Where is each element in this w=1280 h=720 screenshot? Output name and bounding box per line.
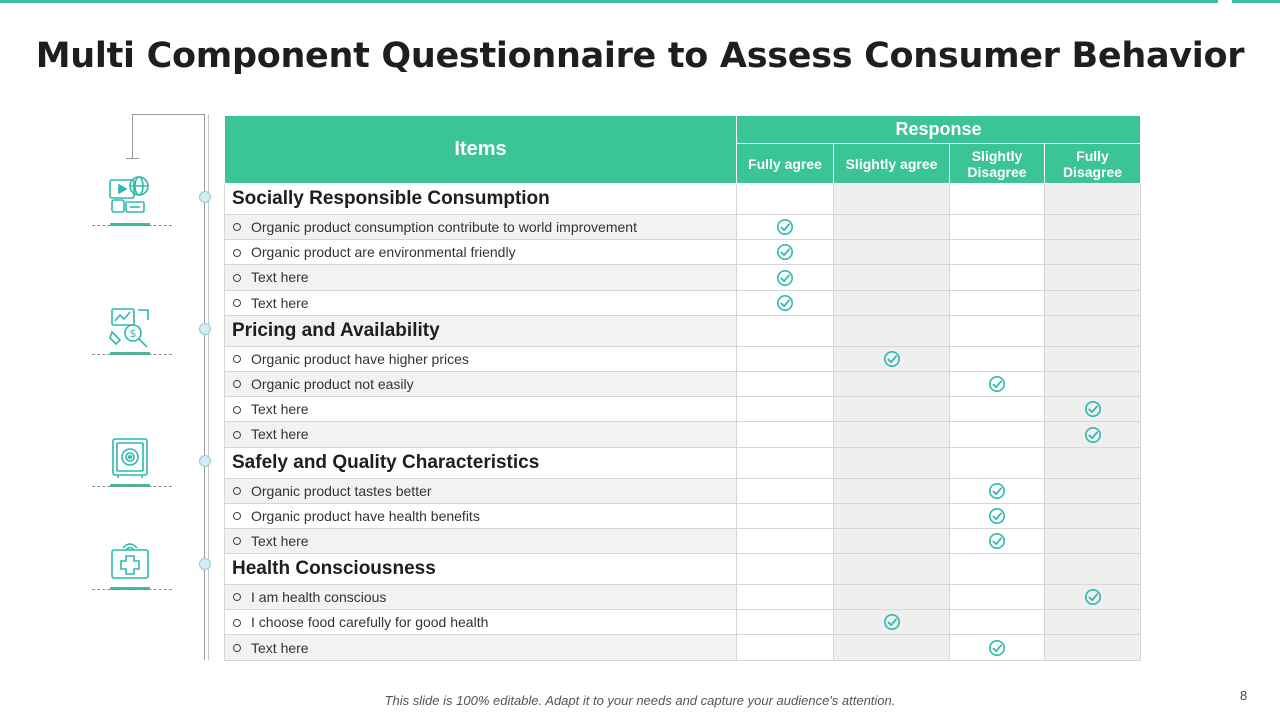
response-cell-fully-agree[interactable]: [737, 635, 834, 660]
response-cell-slightly-agree[interactable]: [834, 240, 950, 265]
timeline-dot: [199, 558, 211, 570]
check-circle-icon: [776, 269, 794, 287]
bullet-icon: [233, 512, 241, 520]
response-cell-slightly-agree[interactable]: [834, 528, 950, 553]
bullet-icon: [233, 380, 241, 388]
response-cell-fully-disagree[interactable]: [1045, 397, 1141, 422]
questionnaire-body: [225, 184, 1141, 661]
item-cell: [225, 215, 737, 240]
item-label: Text here: [251, 269, 309, 286]
page-number: 8: [1240, 688, 1248, 703]
response-cell: [1045, 315, 1141, 346]
response-cell-slightly-disagree[interactable]: [950, 290, 1045, 315]
timeline-hook: [132, 114, 204, 115]
check-circle-icon: [988, 532, 1006, 550]
table-row: [225, 397, 1141, 422]
response-cell: [950, 447, 1045, 478]
item-cell: [225, 635, 737, 660]
check-circle-icon: [988, 482, 1006, 500]
response-cell-fully-disagree[interactable]: [1045, 528, 1141, 553]
item-label: Organic product tastes better: [251, 482, 432, 499]
response-cell: [834, 554, 950, 585]
response-cell-fully-disagree[interactable]: [1045, 478, 1141, 503]
timeline-dot: [199, 323, 211, 335]
safe-vault-icon: [106, 434, 154, 482]
response-cell-fully-disagree[interactable]: [1045, 240, 1141, 265]
section-title: Socially Responsible Consumption: [225, 184, 737, 215]
bullet-icon: [233, 644, 241, 652]
response-cell-slightly-disagree[interactable]: [950, 397, 1045, 422]
table-row: [225, 610, 1141, 635]
item-label: I choose food carefully for good health: [251, 614, 489, 631]
divider-dashed: [92, 486, 172, 487]
response-cell: [1045, 554, 1141, 585]
divider-dashed: [92, 354, 172, 355]
item-label: Text here: [251, 401, 309, 418]
response-cell-slightly-disagree[interactable]: [950, 503, 1045, 528]
bullet-icon: [233, 299, 241, 307]
response-cell-slightly-disagree[interactable]: [950, 371, 1045, 396]
divider-dashed: [92, 225, 172, 226]
response-cell: [737, 184, 834, 215]
check-circle-icon: [883, 350, 901, 368]
table-row: [225, 503, 1141, 528]
column-header-fully-disagree: Fully Disagree: [1045, 144, 1141, 184]
response-cell-fully-agree[interactable]: [737, 478, 834, 503]
check-circle-icon: [1084, 400, 1102, 418]
response-cell-fully-disagree[interactable]: [1045, 610, 1141, 635]
table-row: [225, 346, 1141, 371]
response-cell-slightly-disagree[interactable]: [950, 265, 1045, 290]
slide-title: Multi Component Questionnaire to Assess Consumer Behavior: [35, 36, 1245, 76]
bullet-icon: [233, 406, 241, 414]
response-cell-slightly-agree[interactable]: [834, 371, 950, 396]
timeline-hook-stem: [132, 114, 133, 158]
response-cell-slightly-agree[interactable]: [834, 585, 950, 610]
medical-kit-icon: [106, 538, 154, 586]
timeline-hook-foot: [126, 158, 139, 159]
table-row: [225, 371, 1141, 396]
response-cell-fully-agree[interactable]: [737, 240, 834, 265]
section-row: [225, 315, 1141, 346]
response-cell-fully-disagree[interactable]: [1045, 346, 1141, 371]
questionnaire-table: [224, 115, 1140, 661]
bullet-icon: [233, 593, 241, 601]
top-accent-bar: [0, 0, 1218, 3]
divider-dashed: [92, 589, 172, 590]
response-cell-fully-agree[interactable]: [737, 371, 834, 396]
item-label: Text here: [251, 294, 309, 311]
item-label: Organic product not easily: [251, 376, 414, 393]
item-cell: [225, 503, 737, 528]
bullet-icon: [233, 537, 241, 545]
item-label: Organic product have health benefits: [251, 507, 480, 524]
section-row: [225, 184, 1141, 215]
response-cell: [737, 554, 834, 585]
response-cell-slightly-disagree[interactable]: [950, 528, 1045, 553]
bullet-icon: [233, 431, 241, 439]
check-circle-icon: [883, 613, 901, 631]
item-cell: [225, 240, 737, 265]
check-circle-icon: [776, 243, 794, 261]
response-cell-slightly-disagree[interactable]: [950, 215, 1045, 240]
response-cell: [737, 447, 834, 478]
category-timeline: [90, 114, 220, 660]
check-circle-icon: [988, 375, 1006, 393]
check-circle-icon: [988, 507, 1006, 525]
table-row: [225, 422, 1141, 447]
response-cell-slightly-agree[interactable]: [834, 503, 950, 528]
response-cell-fully-disagree[interactable]: [1045, 265, 1141, 290]
response-cell-slightly-disagree[interactable]: [950, 478, 1045, 503]
response-cell-fully-disagree[interactable]: [1045, 635, 1141, 660]
response-cell-fully-agree[interactable]: [737, 265, 834, 290]
item-cell: [225, 478, 737, 503]
response-cell-slightly-agree[interactable]: [834, 635, 950, 660]
table-row: [225, 265, 1141, 290]
response-cell-fully-disagree[interactable]: [1045, 422, 1141, 447]
table-row: [225, 215, 1141, 240]
item-label: Text here: [251, 639, 309, 656]
response-cell-fully-disagree[interactable]: [1045, 215, 1141, 240]
items-header: Items: [225, 116, 737, 184]
timeline-dot: [199, 455, 211, 467]
top-accent-bar-right: [1232, 0, 1280, 3]
response-cell-fully-agree[interactable]: [737, 503, 834, 528]
item-cell: [225, 528, 737, 553]
section-title: Safely and Quality Characteristics: [225, 447, 737, 478]
table-row: [225, 290, 1141, 315]
section-row: [225, 554, 1141, 585]
response-cell: [737, 315, 834, 346]
check-circle-icon: [776, 218, 794, 236]
response-cell-slightly-agree[interactable]: [834, 265, 950, 290]
bullet-icon: [233, 619, 241, 627]
item-label: Organic product consumption contribute to world improvement: [251, 219, 637, 236]
item-cell: [225, 397, 737, 422]
check-circle-icon: [1084, 588, 1102, 606]
item-cell: [225, 371, 737, 396]
item-label: Text here: [251, 426, 309, 443]
response-cell-fully-agree[interactable]: [737, 610, 834, 635]
item-cell: [225, 610, 737, 635]
response-cell-fully-disagree[interactable]: [1045, 585, 1141, 610]
response-cell-slightly-disagree[interactable]: [950, 585, 1045, 610]
bullet-icon: [233, 249, 241, 257]
response-cell-fully-disagree[interactable]: [1045, 371, 1141, 396]
column-header-slightly-agree: Slightly agree: [834, 144, 950, 184]
response-cell: [834, 447, 950, 478]
section-title: Pricing and Availability: [225, 315, 737, 346]
response-cell-slightly-disagree[interactable]: [950, 346, 1045, 371]
response-cell-slightly-agree[interactable]: [834, 422, 950, 447]
check-circle-icon: [1084, 426, 1102, 444]
response-cell-slightly-agree[interactable]: [834, 610, 950, 635]
svg-text:$: $: [129, 327, 137, 340]
bullet-icon: [233, 223, 241, 231]
item-cell: [225, 422, 737, 447]
item-cell: [225, 265, 737, 290]
bullet-icon: [233, 274, 241, 282]
item-label: Organic product are environmental friendly: [251, 244, 516, 261]
table-row: [225, 240, 1141, 265]
digital-devices-icon: [106, 172, 154, 220]
table-row: [225, 478, 1141, 503]
response-cell: [834, 315, 950, 346]
price-analysis-icon: [106, 304, 154, 352]
bullet-icon: [233, 487, 241, 495]
response-cell-slightly-agree[interactable]: [834, 346, 950, 371]
response-cell: [950, 315, 1045, 346]
table-row: [225, 585, 1141, 610]
item-cell: [225, 585, 737, 610]
response-cell-slightly-agree[interactable]: [834, 478, 950, 503]
response-cell-fully-agree[interactable]: [737, 290, 834, 315]
item-label: Organic product have higher prices: [251, 350, 469, 367]
table-row: [225, 528, 1141, 553]
response-cell-slightly-disagree[interactable]: [950, 635, 1045, 660]
response-cell: [950, 184, 1045, 215]
check-circle-icon: [988, 639, 1006, 657]
response-cell-fully-disagree[interactable]: [1045, 503, 1141, 528]
response-cell-slightly-agree[interactable]: [834, 290, 950, 315]
slide-footer-note: This slide is 100% editable. Adapt it to your needs and capture your audience's attention.: [384, 693, 896, 708]
response-header: Response: [737, 116, 1141, 144]
response-cell-fully-agree[interactable]: [737, 585, 834, 610]
response-cell-slightly-disagree[interactable]: [950, 422, 1045, 447]
section-title: Health Consciousness: [225, 554, 737, 585]
response-cell-slightly-agree[interactable]: [834, 397, 950, 422]
response-cell-slightly-disagree[interactable]: [950, 610, 1045, 635]
response-cell: [834, 184, 950, 215]
response-cell: [950, 554, 1045, 585]
column-header-slightly-disagree: Slightly Disagree: [950, 144, 1045, 184]
response-cell: [1045, 447, 1141, 478]
item-cell: [225, 346, 737, 371]
column-header-fully-agree: Fully agree: [737, 144, 834, 184]
response-cell-slightly-agree[interactable]: [834, 215, 950, 240]
response-cell-fully-disagree[interactable]: [1045, 290, 1141, 315]
response-cell-fully-agree[interactable]: [737, 397, 834, 422]
item-cell: [225, 290, 737, 315]
response-cell-fully-agree[interactable]: [737, 215, 834, 240]
item-label: I am health conscious: [251, 589, 387, 606]
item-label: Text here: [251, 532, 309, 549]
response-cell: [1045, 184, 1141, 215]
response-cell-fully-agree[interactable]: [737, 528, 834, 553]
table-row: [225, 635, 1141, 660]
check-circle-icon: [776, 294, 794, 312]
timeline-dot: [199, 191, 211, 203]
response-cell-fully-agree[interactable]: [737, 346, 834, 371]
section-row: [225, 447, 1141, 478]
bullet-icon: [233, 355, 241, 363]
response-cell-fully-agree[interactable]: [737, 422, 834, 447]
response-cell-slightly-disagree[interactable]: [950, 240, 1045, 265]
